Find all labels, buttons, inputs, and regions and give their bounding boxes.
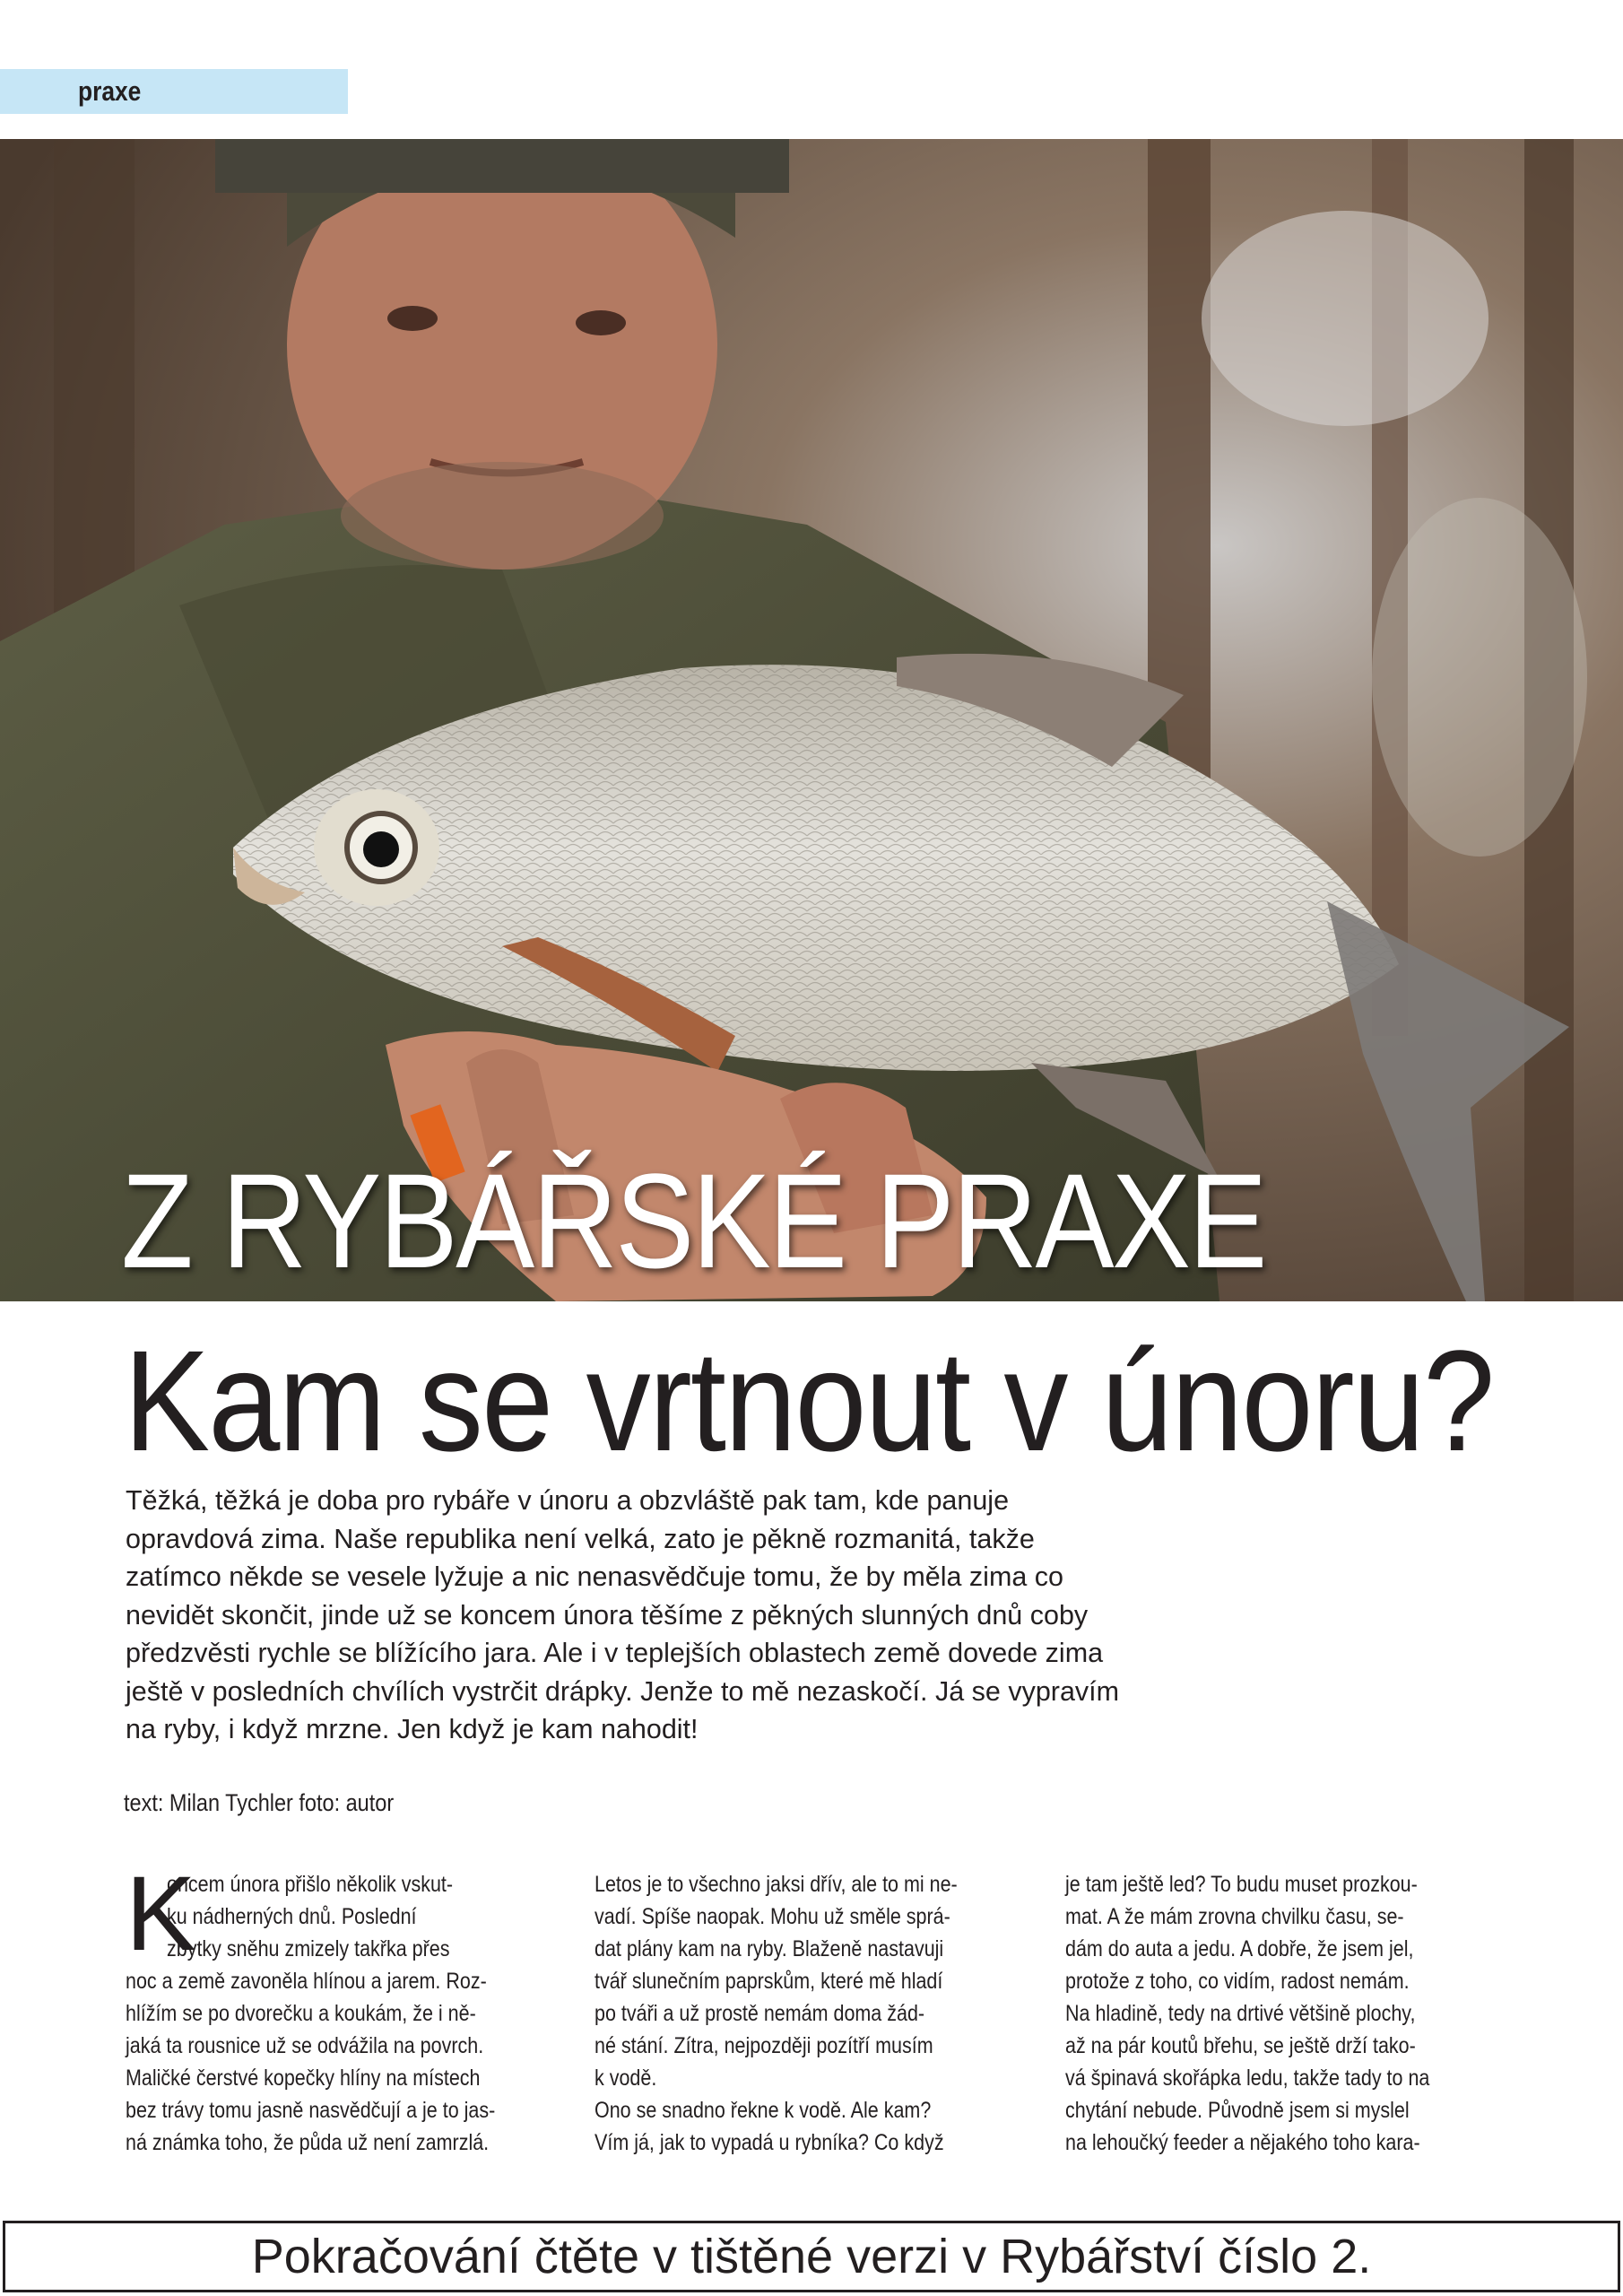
- body-line: oncem února přišlo několik vskut-: [167, 1872, 454, 1897]
- section-tab: [0, 69, 348, 114]
- body-line: Letos je to všechno jaksi dřív, ale to mi ne-: [595, 1872, 958, 1897]
- lead-line: Těžká, těžká je doba pro rybáře v únoru a obzvláště pak tam, kde panuje: [126, 1485, 1010, 1516]
- body-line: né stání. Zítra, nejpozději pozítří musím: [595, 2033, 933, 2058]
- body-line: Ono se snadno řekne k vodě. Ale kam?: [595, 2098, 932, 2123]
- fisherman-with-bream-illustration: [0, 139, 1623, 1301]
- body-line: Vím já, jak to vypadá u rybníka? Co když: [595, 2130, 944, 2155]
- body-line: tvář slunečním paprskům, které mě hladí: [595, 1969, 943, 1994]
- lead-line: předzvěsti rychle se blížícího jara. Ale i v teplejších oblastech země dovede zima: [126, 1638, 1104, 1668]
- body-line: po tváři a už prostě nemám doma žád-: [595, 2001, 925, 2026]
- continue-reading-note: Pokračování čtěte v tištěné verzi v Rybářství číslo 2.: [251, 2230, 1372, 2283]
- continue-reading-box: [3, 2221, 1620, 2292]
- article-lead: [126, 1482, 1202, 1749]
- body-line: Maličké čerstvé kopečky hlíny na místech: [126, 2066, 481, 2091]
- body-line: až na pár koutů břehu, se ještě drží tako-: [1065, 2033, 1416, 2058]
- body-line: vá špinavá skořápka ledu, takže tady to na: [1065, 2066, 1430, 2091]
- body-line: na lehoučký feeder a nějakého toho kara-: [1065, 2130, 1420, 2155]
- body-line: dám do auta a jedu. A dobře, že jsem jel,: [1065, 1936, 1414, 1961]
- body-line: zbytky sněhu zmizely takřka přes: [167, 1936, 450, 1961]
- body-line: chytání nebude. Původně jsem si myslel: [1065, 2098, 1410, 2123]
- hero-photo: [0, 139, 1623, 1301]
- column-2: [595, 1868, 1043, 2159]
- body-line: ná známka toho, že půda už není zamrzlá.: [126, 2130, 490, 2155]
- lead-line: opravdová zima. Naše republika není velká, zato je pěkně rozmanitá, takže: [126, 1523, 1035, 1554]
- body-line: bez trávy tomu jasně nasvědčují a je to jas-: [126, 2098, 496, 2123]
- lead-line: zatímco někde se vesele lyžuje a nic nenasvědčuje tomu, že by měla zima co: [126, 1561, 1063, 1592]
- body-line: mat. A že mám zrovna chvilku času, se-: [1065, 1904, 1404, 1929]
- lead-line: ještě v posledních chvílích vystrčit drápky. Jenže to mě nezaskočí. Já se vypravím: [126, 1675, 1120, 1707]
- article-headline: Kam se vrtnout v únoru?: [124, 1320, 1494, 1481]
- body-line: hlížím se po dvorečku a koukám, že i ně-: [126, 2001, 476, 2026]
- column-1-top: [167, 1868, 499, 1965]
- body-line: je tam ještě led? To budu muset prozkou-: [1065, 1872, 1418, 1897]
- column-1: [126, 1965, 565, 2159]
- lead-line: na ryby, i když mrzne. Jen když je kam nahodit!: [126, 1714, 699, 1744]
- body-line: vadí. Spíše naopak. Mohu už směle sprá-: [595, 1904, 950, 1929]
- body-line: dat plány kam na ryby. Blaženě nastavuji: [595, 1936, 944, 1961]
- section-label: praxe: [78, 75, 142, 107]
- body-line: Na hladině, tedy na drtivé většině plochy,: [1065, 2001, 1416, 2026]
- hero-title: Z RYBÁŘSKÉ PRAXE: [121, 1145, 1265, 1296]
- lead-line: nevidět skončit, jinde už se koncem února těšíme z pěkných slunných dnů coby: [126, 1599, 1089, 1631]
- body-line: k vodě.: [595, 2066, 657, 2091]
- body-line: ku nádherných dnů. Poslední: [167, 1904, 417, 1929]
- column-3: [1065, 1868, 1514, 2159]
- body-line: jaká ta rousnice už se odvážila na povrch.: [126, 2033, 484, 2058]
- byline: text: Milan Tychler foto: autor: [124, 1789, 395, 1816]
- body-line: protože z toho, co vidím, radost nemám.: [1065, 1969, 1410, 1994]
- drop-cap: K: [126, 1855, 196, 1973]
- body-line: noc a země zavoněla hlínou a jarem. Roz-: [126, 1969, 487, 1994]
